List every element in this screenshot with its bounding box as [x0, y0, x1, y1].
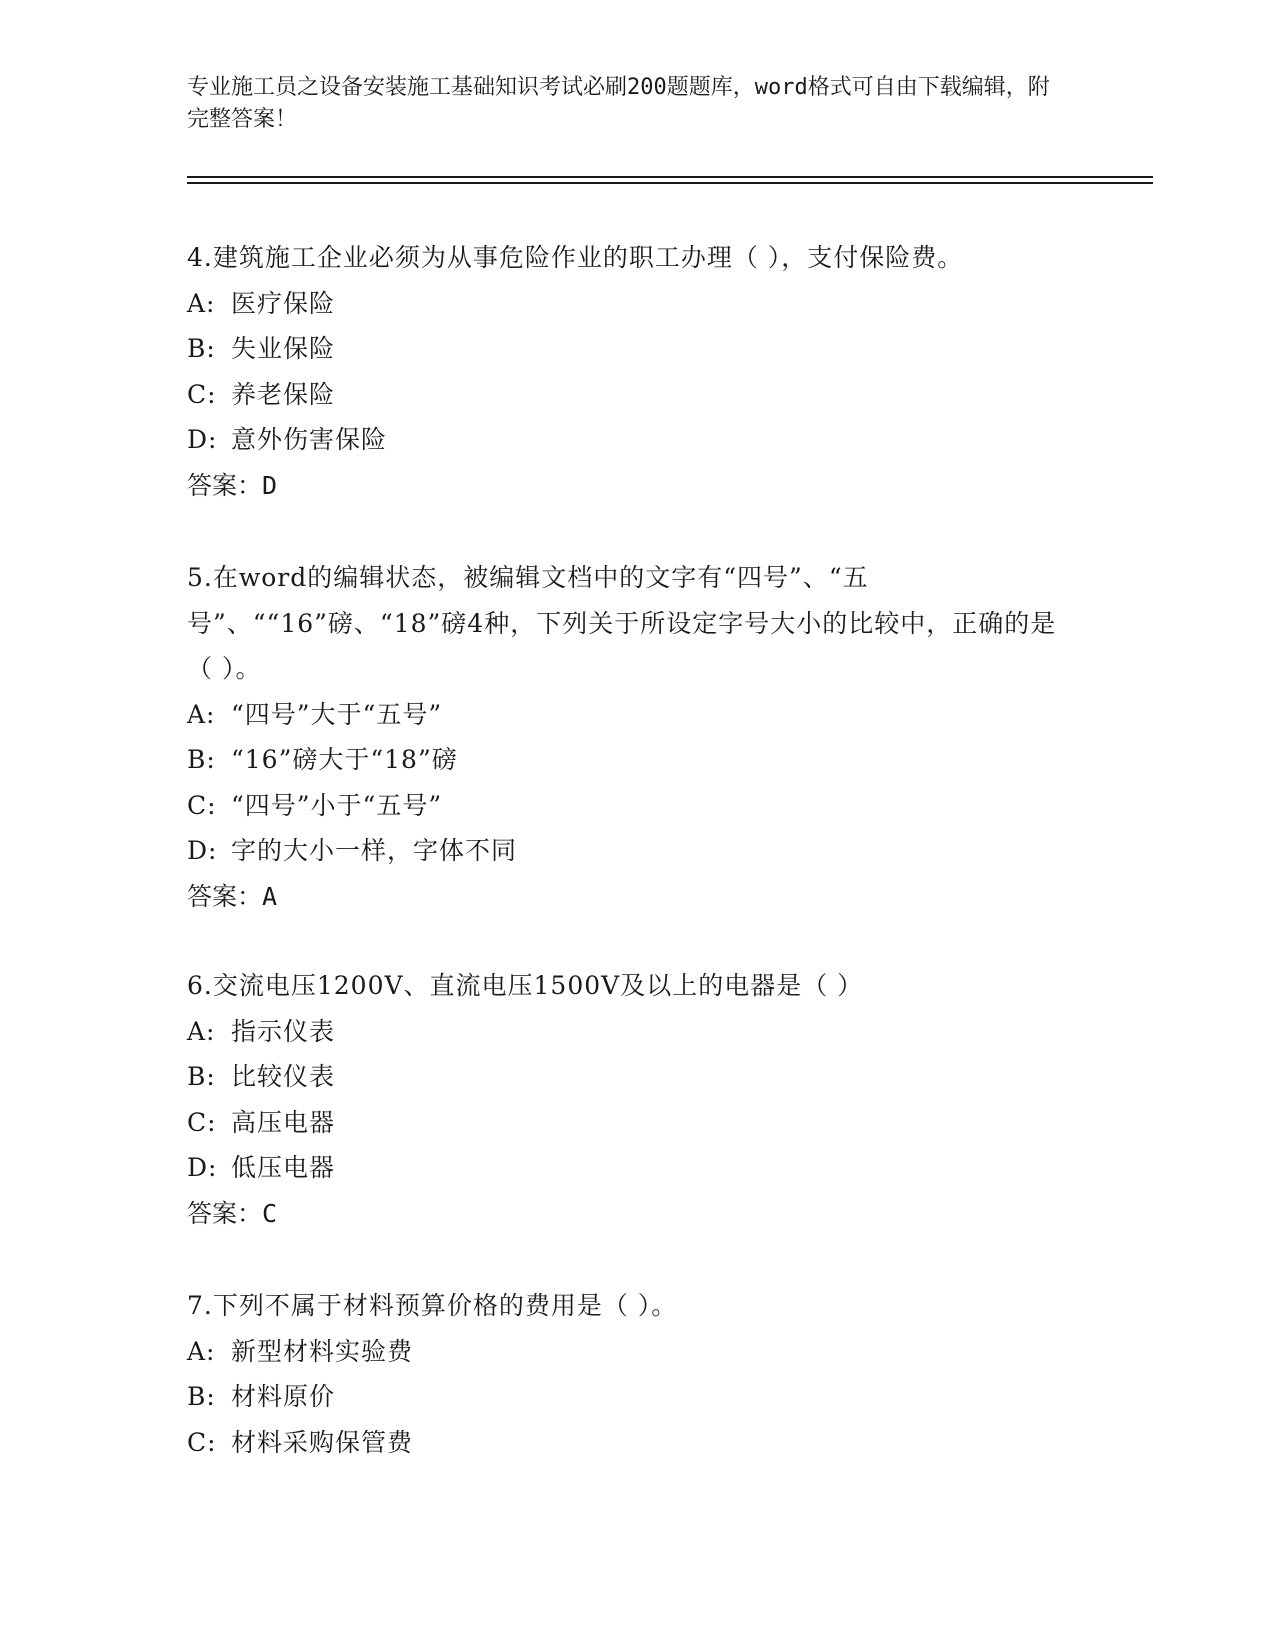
option-letter: A:	[187, 1336, 216, 1366]
option-text: 材料采购保管费	[231, 1427, 414, 1457]
option-letter: B:	[187, 745, 216, 774]
option-letter: B:	[187, 1062, 216, 1091]
option-text: 新型材料实验费	[231, 1336, 414, 1366]
question-stem: 4.建筑施工企业必须为从事危险作业的职工办理（ ），支付保险费。	[187, 243, 964, 272]
option-text: 材料原价	[231, 1382, 336, 1411]
option-b	[187, 1374, 1067, 1420]
option-text: 低压电器	[231, 1153, 336, 1182]
option-letter: A:	[187, 288, 216, 318]
option-a	[187, 1009, 1067, 1055]
option-a	[187, 692, 1067, 738]
option-letter: C:	[187, 379, 217, 409]
option-text: 比较仪表	[231, 1062, 336, 1091]
option-text: 失业保险	[231, 334, 336, 363]
header-divider-top	[187, 176, 1153, 178]
option-letter: C:	[187, 1427, 217, 1457]
question-4	[187, 235, 1067, 508]
option-c	[187, 1100, 1067, 1146]
option-letter: D:	[187, 836, 218, 865]
option-d	[187, 828, 1067, 874]
option-text: 养老保险	[231, 379, 336, 409]
option-text: “四号”大于“五号”	[231, 699, 443, 729]
option-c	[187, 783, 1067, 829]
option-d	[187, 1145, 1067, 1191]
header-divider-bottom	[187, 182, 1153, 184]
option-letter: C:	[187, 1107, 217, 1137]
option-letter: C:	[187, 790, 217, 820]
option-letter: D:	[187, 1153, 218, 1182]
option-d	[187, 417, 1067, 463]
answer-line: 答案：C	[187, 1198, 278, 1228]
option-text: 医疗保险	[231, 288, 336, 318]
answer-line: 答案：D	[187, 470, 278, 500]
document-title: 专业施工员之设备安装施工基础知识考试必刷200题题库，word格式可自由下载编辑，附完整答案！	[187, 75, 1050, 132]
question-stem: 5.在word的编辑状态，被编辑文档中的文字有“四号”、“五号”、““16”磅、“18”磅4种，下列关于所设定字号大小的比较中，正确的是（ ）。	[187, 563, 1057, 683]
option-text: “16”磅大于“18”磅	[231, 745, 458, 774]
option-letter: B:	[187, 1382, 216, 1411]
option-c	[187, 1420, 1067, 1466]
question-stem: 6.交流电压1200V、直流电压1500V及以上的电器是（ ）	[187, 971, 864, 1000]
option-c	[187, 372, 1067, 418]
question-stem: 7.下列不属于材料预算价格的费用是（ ）。	[187, 1291, 678, 1320]
option-text: 指示仪表	[231, 1016, 336, 1046]
option-b	[187, 326, 1067, 372]
option-b	[187, 1054, 1067, 1100]
option-letter: A:	[187, 1016, 216, 1046]
question-5	[187, 555, 1067, 919]
question-7	[187, 1283, 1067, 1465]
option-letter: D:	[187, 425, 218, 454]
option-text: 意外伤害保险	[231, 425, 388, 454]
option-b	[187, 737, 1067, 783]
answer-line: 答案：A	[187, 881, 278, 911]
option-text: “四号”小于“五号”	[231, 790, 443, 820]
option-a	[187, 281, 1067, 327]
option-letter: B:	[187, 334, 216, 363]
question-6	[187, 963, 1067, 1236]
option-text: 字的大小一样，字体不同	[231, 836, 518, 865]
option-a	[187, 1329, 1067, 1375]
option-letter: A:	[187, 699, 216, 729]
option-text: 高压电器	[231, 1107, 336, 1137]
